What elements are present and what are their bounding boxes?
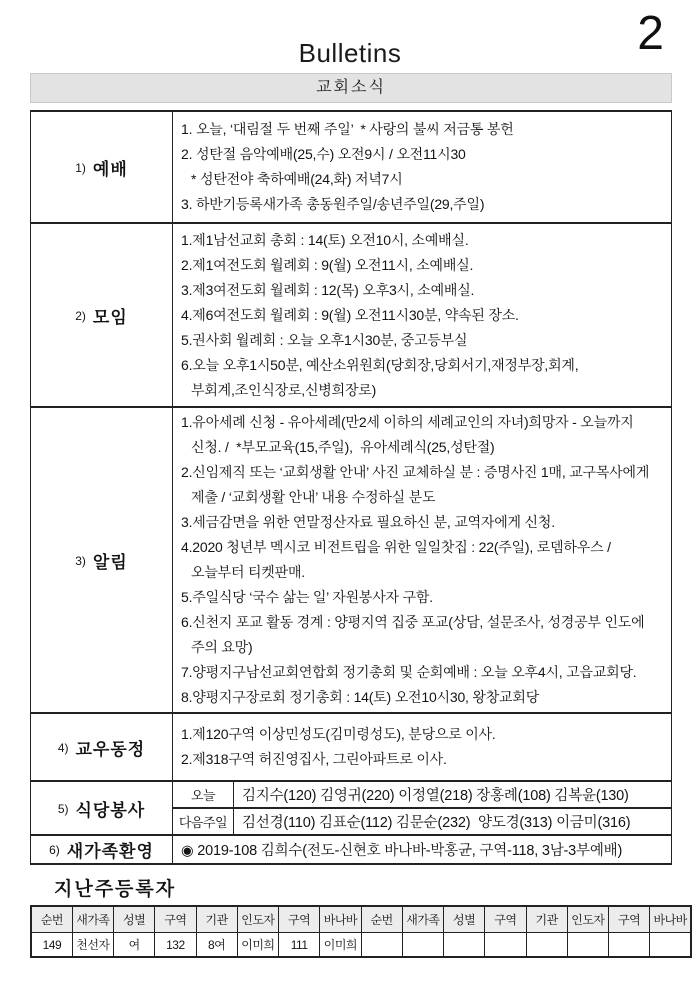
content-line: 부회계,조인식장로,신병희장로) — [191, 381, 377, 398]
registrants-header-cell: 새가족 — [72, 906, 113, 933]
section-number: 1) — [75, 160, 86, 175]
registrants-cell — [609, 933, 650, 958]
content-line: 3.세금감면을 위한 연말정산자료 필요하신 분, 교역자에게 신청. — [181, 514, 555, 530]
section-number: 2) — [75, 308, 86, 323]
section-label-notices — [31, 407, 173, 713]
registrants-cell: 132 — [155, 933, 196, 958]
content-line: 5.주일식당 ‘국수 삶는 일’ 자원봉사자 구함. — [181, 589, 433, 605]
dining-row-label-today: 오늘 — [173, 781, 234, 808]
registrants-cell — [361, 933, 402, 958]
registrants-header-cell: 성별 — [444, 906, 485, 933]
content-line: 4.제6여전도회 월례회 : 9(월) 오전11시30분, 약속된 장소. — [181, 306, 519, 323]
content-line: 1.제1남선교회 총회 : 14(토) 오전10시, 소예배실. — [181, 231, 469, 248]
registrants-header-cell: 구역 — [279, 906, 320, 933]
registrants-table — [30, 905, 692, 958]
content-line: 8.양평지구장로회 정기총회 : 14(토) 오전10시30, 왕창교회당 — [181, 689, 540, 705]
section-label-meetings — [31, 223, 173, 407]
content-line: 신청. / *부모교육(15,주일), 유아세례식(25,성탄절) — [191, 439, 495, 455]
table-row-dining-today — [31, 781, 672, 808]
table-row-new-family — [31, 835, 672, 864]
content-line: 7.양평지구남선교회연합회 정기총회 및 순회예배 : 오늘 오후4시, 고읍교회당. — [181, 664, 637, 680]
content-line: 1.유아세례 신청 - 유아세례(만2세 이하의 세례교인의 자녀)희망자 - 오늘까지 — [181, 414, 634, 430]
registrants-cell: 8여 — [196, 933, 237, 958]
section-name: 알림 — [92, 552, 128, 572]
content-line: 6.오늘 오후1시50분, 예산소위원회(당회장,당회서기,재정부장,회계, — [181, 356, 579, 373]
section-number: 3) — [75, 553, 86, 568]
content-line: 오늘부터 티켓판매. — [191, 564, 305, 580]
section-number: 6) — [49, 843, 60, 857]
registrants-header-cell: 인도자 — [237, 906, 278, 933]
registrants-header-cell: 순번 — [31, 906, 72, 933]
church-news-banner — [30, 73, 672, 103]
registrants-header-cell: 바나바 — [650, 906, 691, 933]
registrants-header-cell: 바나바 — [320, 906, 361, 933]
registrants-cell — [402, 933, 443, 958]
section-content-member-news — [173, 713, 672, 781]
section-label-dining — [31, 781, 173, 835]
content-line: 1.제120구역 이상민성도(김미령성도), 분당으로 이사. — [181, 726, 496, 742]
section-label-member-news — [31, 713, 173, 781]
page-header — [0, 0, 700, 73]
table-row-notices — [31, 407, 672, 713]
banner-title: 교회소식 — [316, 79, 386, 96]
registrants-cell — [650, 933, 691, 958]
content-line: 3. 하반기등록새가족 총동원주일/송년주일(29,주일) — [181, 196, 485, 212]
content-line: 2.제318구역 허진영집사, 그린아파트로 이사. — [181, 751, 447, 767]
registrants-cell: 이미희 — [320, 933, 361, 958]
registrants-title: 지난주등록자 — [54, 879, 177, 900]
registrants-header-cell: 성별 — [114, 906, 155, 933]
registrants-cell: 149 — [31, 933, 72, 958]
registrants-cell: 천선자 — [72, 933, 113, 958]
new-family-entry: ◉ 2019-108 김희수(전도-신현호 바나바-박홍균, 구역-118, 3남-3부예배) — [173, 835, 672, 864]
registrants-header-cell: 기관 — [526, 906, 567, 933]
bulletin-table — [30, 110, 672, 865]
content-line: 제출 / ‘교회생활 안내’ 내용 수정하실 분도 — [191, 489, 436, 505]
table-row-meetings — [31, 223, 672, 407]
content-line: 5.권사회 월례회 : 오늘 오후1시30분, 중고등부실 — [181, 331, 468, 348]
registrants-cell — [526, 933, 567, 958]
content-line: 4.2020 청년부 멕시코 비전트립을 위한 일일찻집 : 22(주일), 로뎀하우스 / — [181, 539, 611, 555]
registrants-header-cell: 구역 — [155, 906, 196, 933]
content-line: 2.제1여전도회 월례회 : 9(월) 오전11시, 소예배실. — [181, 256, 474, 273]
page-title: Bulletins — [298, 38, 402, 68]
registrants-header-row — [31, 906, 691, 933]
registrants-header-cell: 기관 — [196, 906, 237, 933]
section-label-new-family — [31, 835, 173, 864]
registrants-cell: 여 — [114, 933, 155, 958]
registrants-cell: 111 — [279, 933, 320, 958]
content-line: 2. 성탄절 음악예배(25,수) 오전9시 / 오전11시30 — [181, 146, 466, 162]
content-line: 주의 요망) — [191, 639, 253, 655]
section-name: 모임 — [92, 307, 128, 327]
table-row-worship — [31, 111, 672, 223]
registrants-header-cell: 구역 — [609, 906, 650, 933]
dining-row-label-next: 다음주일 — [173, 808, 234, 835]
content-line: 6.신천지 포교 활동 경계 : 양평지역 집중 포교(상담, 설문조사, 성경공부 인도에 — [181, 614, 645, 630]
section-label-worship — [31, 111, 173, 223]
content-line: 3.제3여전도회 월례회 : 12(목) 오후3시, 소예배실. — [181, 281, 475, 298]
content-line: 1. 오늘, ‘대림절 두 번째 주일’ * 사랑의 불씨 저금통 봉헌 — [181, 121, 514, 137]
dining-names-today: 김지수(120) 김영귀(220) 이정열(218) 장홍례(108) 김복윤(130) — [234, 781, 672, 808]
content-line: * 성탄전야 축하예배(24,화) 저녁7시 — [191, 171, 403, 187]
registrants-cell — [444, 933, 485, 958]
registrants-header-cell: 순번 — [361, 906, 402, 933]
registrants-data-row — [31, 933, 691, 958]
section-content-worship — [173, 111, 672, 223]
registrants-header-cell: 구역 — [485, 906, 526, 933]
table-row-member-news — [31, 713, 672, 781]
registrants-cell: 이미희 — [237, 933, 278, 958]
section-content-meetings — [173, 223, 672, 407]
section-content-notices — [173, 407, 672, 713]
section-name: 식당봉사 — [75, 800, 146, 820]
page-number: 2 — [637, 7, 664, 60]
section-name: 예배 — [92, 159, 128, 179]
section-number: 5) — [57, 801, 69, 816]
content-line: 2.신임제직 또는 ‘교회생활 안내’ 사진 교체하실 분 : 증명사진 1매, 교구목사에게 — [181, 464, 650, 480]
registrants-cell — [485, 933, 526, 958]
registrants-header-cell: 새가족 — [402, 906, 443, 933]
section-name: 새가족환영 — [66, 842, 154, 861]
registrants-cell — [567, 933, 608, 958]
dining-names-next: 김선경(110) 김표순(112) 김문순(232) 양도경(313) 이금미(316) — [234, 808, 672, 835]
section-number: 4) — [57, 740, 69, 755]
section-name: 교우동정 — [75, 739, 146, 759]
registrants-header-cell: 인도자 — [567, 906, 608, 933]
